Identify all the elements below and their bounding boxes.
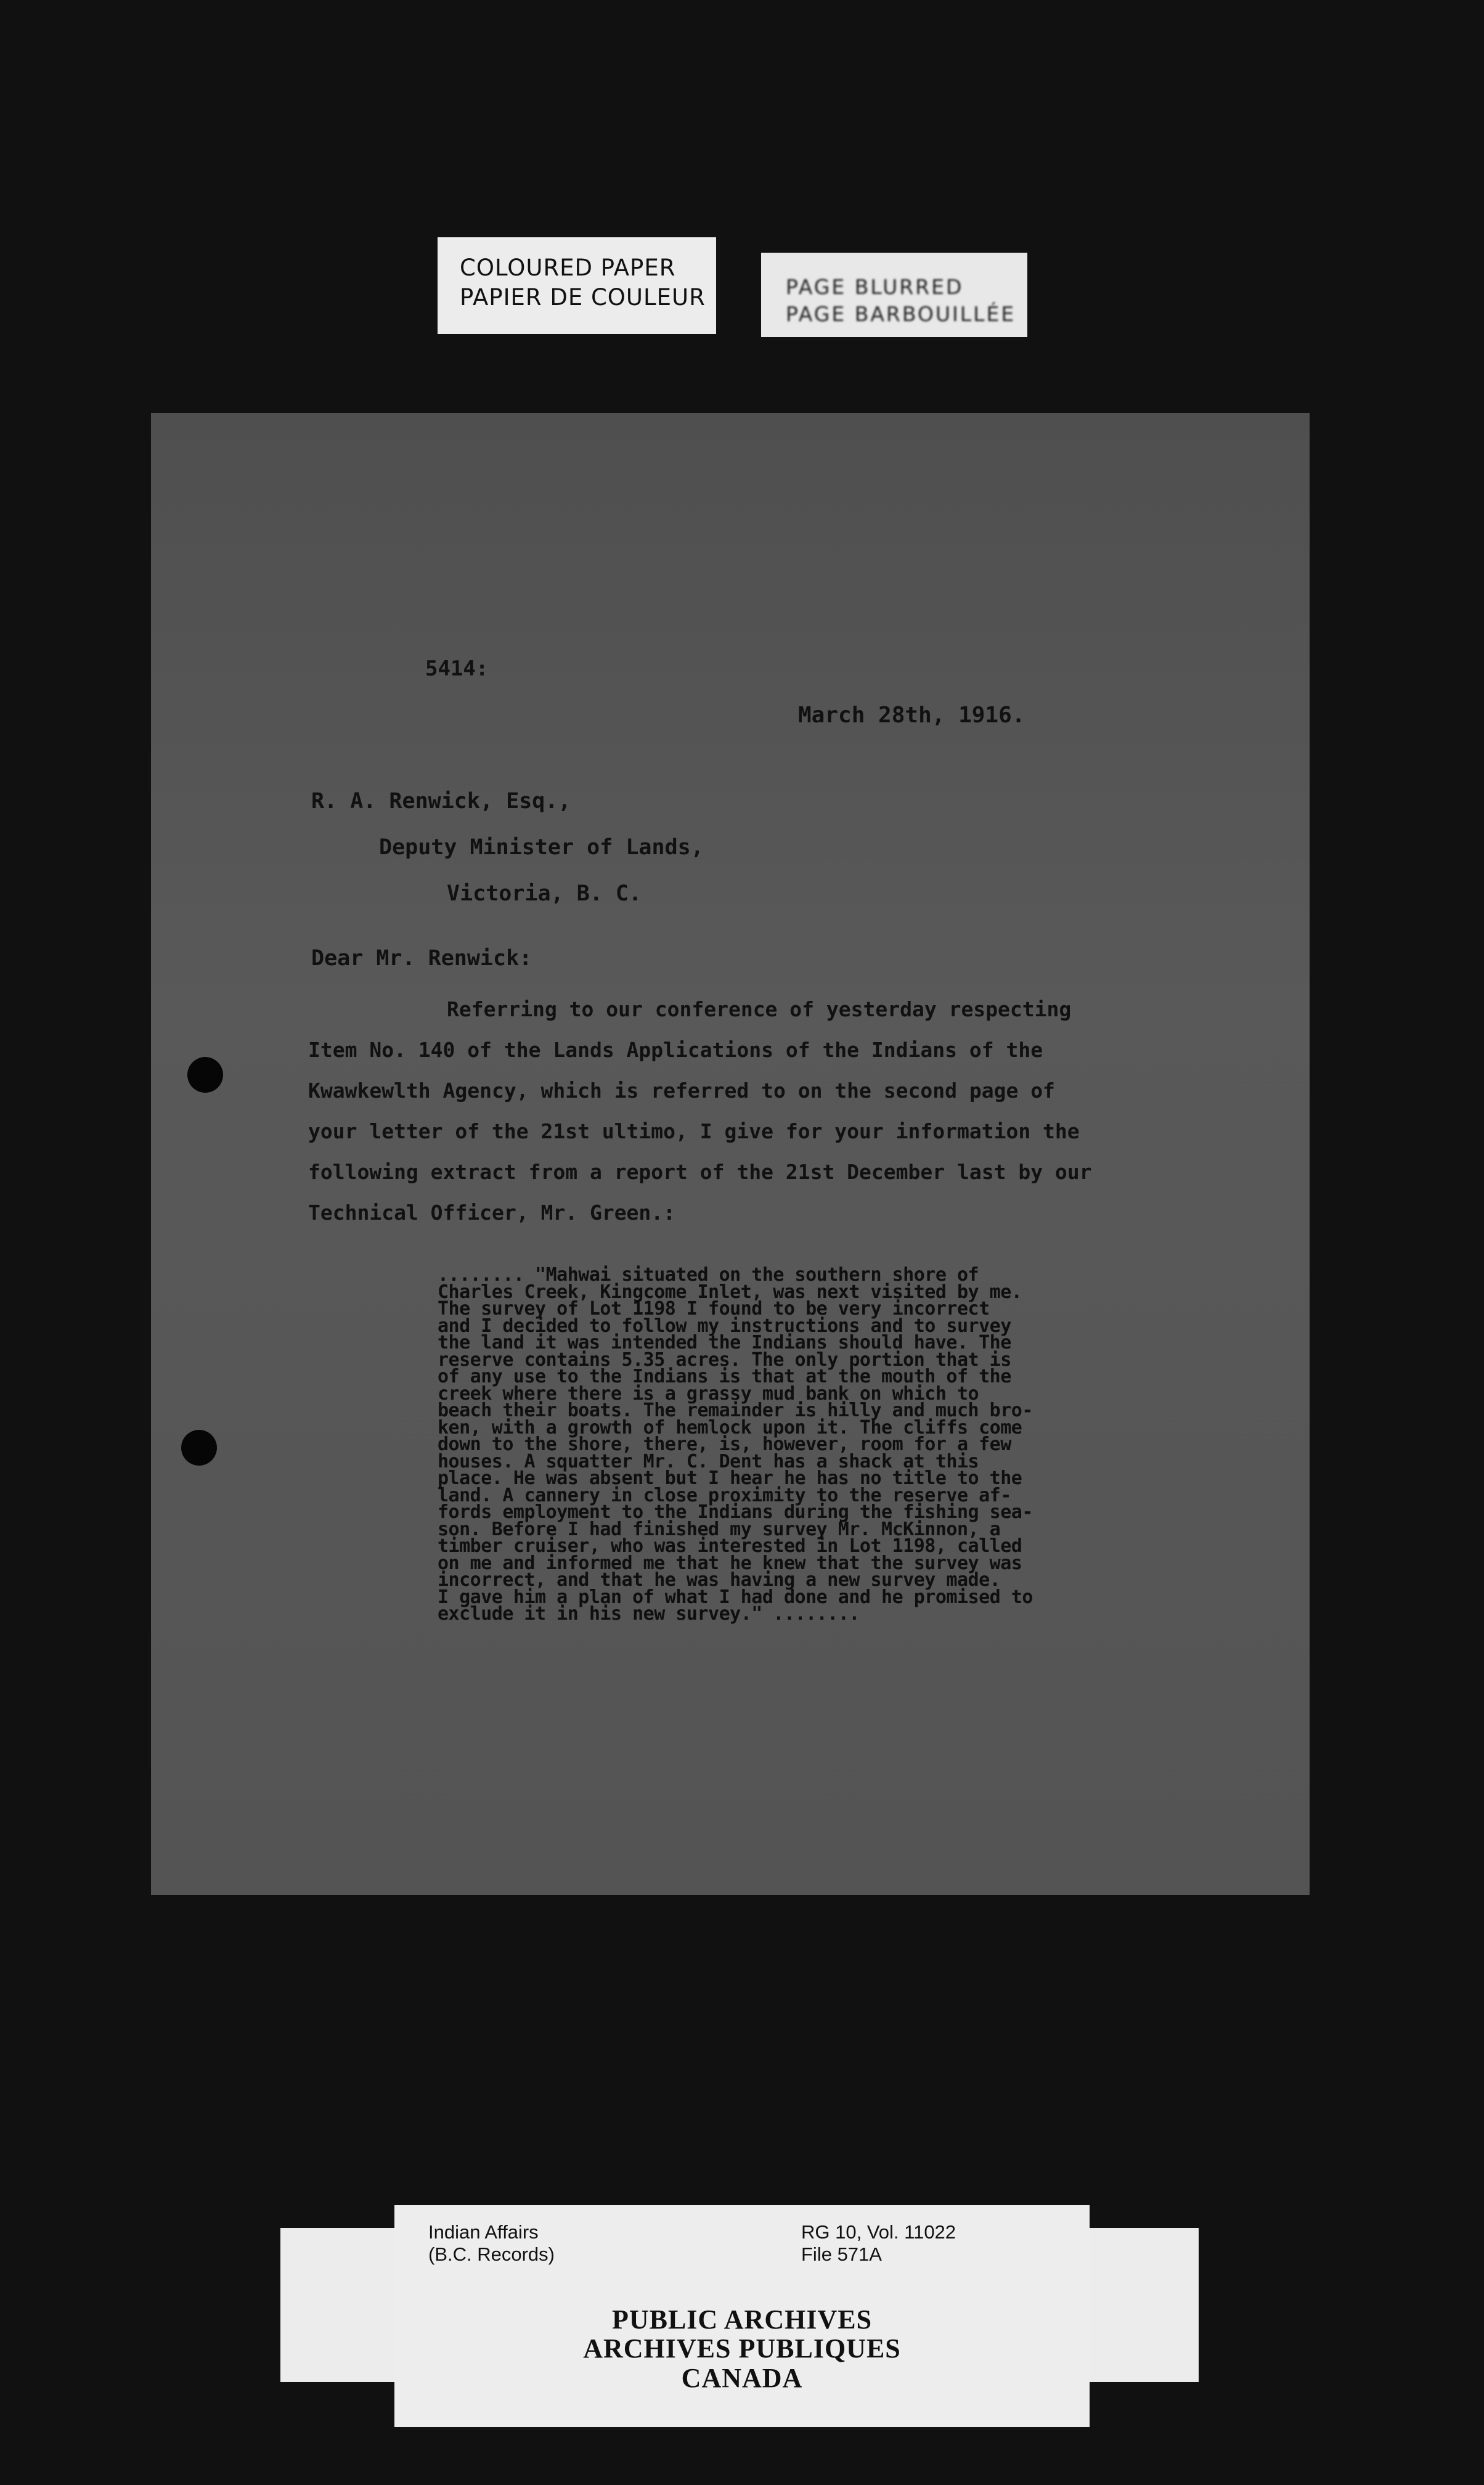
quote-line: the land it was intended the Indians should have. The — [438, 1332, 1011, 1353]
body-line: Kwawkewlth Agency, which is referred to on the second page of — [308, 1079, 1055, 1103]
recipient-title: Deputy Minister of Lands, — [379, 835, 704, 860]
page-blurred-line1: PAGE BLURRED — [786, 275, 964, 299]
quote-line: down to the shore, there, is, however, room for a few — [438, 1434, 1011, 1455]
quote-line: I gave him a plan of what I had done and he promised to — [438, 1586, 1033, 1608]
quote-line: The survey of Lot 1198 I found to be very incorrect — [438, 1298, 990, 1320]
label-flap-right — [1088, 2228, 1199, 2382]
letter-page — [151, 413, 1310, 1895]
quote-line: place. He was absent but I hear he has no title to the — [438, 1467, 1022, 1489]
punch-hole — [181, 1430, 217, 1466]
quote-line: on me and informed me that he knew that the survey was — [438, 1552, 1022, 1574]
salutation: Dear Mr. Renwick: — [311, 946, 532, 971]
body-line: following extract from a report of the 21st December last by our — [308, 1160, 1092, 1184]
file-reference: 5414: — [425, 656, 489, 681]
letter-body — [308, 989, 1310, 1233]
quote-line: reserve contains 5.35 acres. The only portion that is — [438, 1349, 1011, 1371]
page-blurred-stamp — [761, 253, 1027, 337]
recipient-place: Victoria, B. C. — [447, 881, 642, 906]
quote-line: timber cruiser, who was interested in Lot 1198, called — [438, 1535, 1022, 1557]
page-blurred-line2: PAGE BARBOUILLÉE — [786, 302, 1016, 326]
body-line: your letter of the 21st ultimo, I give for your information the — [308, 1119, 1080, 1143]
recipient-name: R. A. Renwick, Esq., — [311, 789, 571, 814]
punch-hole — [187, 1057, 223, 1093]
file-number: File 571A — [801, 2243, 882, 2265]
quote-line: son. Before I had finished my survey Mr. McKinnon, a — [438, 1518, 1001, 1540]
letter-date: March 28th, 1916. — [798, 703, 1025, 728]
record-group: RG 10, Vol. 11022 — [801, 2221, 956, 2243]
quote-line: beach their boats. The remainder is hilly and much bro- — [438, 1400, 1033, 1421]
quote-line: land. A cannery in close proximity to the reserve af- — [438, 1484, 1011, 1506]
collection-name: Indian Affairs — [428, 2221, 539, 2243]
body-line: Item No. 140 of the Lands Applications of the Indians of the — [308, 1038, 1043, 1062]
quoted-report-extract — [438, 1264, 1310, 1625]
archive-label — [394, 2205, 1090, 2427]
quote-line: of any use to the Indians is that at the mouth of the — [438, 1366, 1011, 1387]
body-line: Referring to our conference of yesterday respecting — [447, 997, 1072, 1021]
quote-line: houses. A squatter Mr. C. Dent has a shack at this — [438, 1450, 979, 1472]
canada-title: CANADA — [681, 2363, 803, 2393]
archives-publiques-title: ARCHIVES PUBLIQUES — [583, 2333, 901, 2364]
quote-line: fords employment to the Indians during the fishing sea- — [438, 1501, 1033, 1523]
body-line: Technical Officer, Mr. Green.: — [308, 1201, 676, 1225]
quote-line: incorrect, and that he was having a new survey made. — [438, 1569, 1001, 1591]
quote-line: Charles Creek, Kingcome Inlet, was next visited by me. — [438, 1281, 1022, 1303]
public-archives-title: PUBLIC ARCHIVES — [611, 2304, 873, 2335]
coloured-paper-stamp — [438, 237, 716, 334]
label-flap-left — [280, 2228, 398, 2382]
quote-line: and I decided to follow my instructions and to survey — [438, 1315, 1011, 1337]
quote-line: exclude it in his new survey." ........ — [438, 1603, 860, 1625]
quote-line: ........ "Mahwai situated on the southern shore of — [438, 1264, 979, 1286]
collection-subtitle: (B.C. Records) — [428, 2243, 555, 2265]
quote-line: ken, with a growth of hemlock upon it. The cliffs come — [438, 1416, 1022, 1438]
coloured-paper-line2: PAPIER DE COULEUR — [460, 284, 706, 311]
quote-line: creek where there is a grassy mud bank on which to — [438, 1382, 979, 1405]
coloured-paper-line1: COLOURED PAPER — [460, 255, 676, 281]
